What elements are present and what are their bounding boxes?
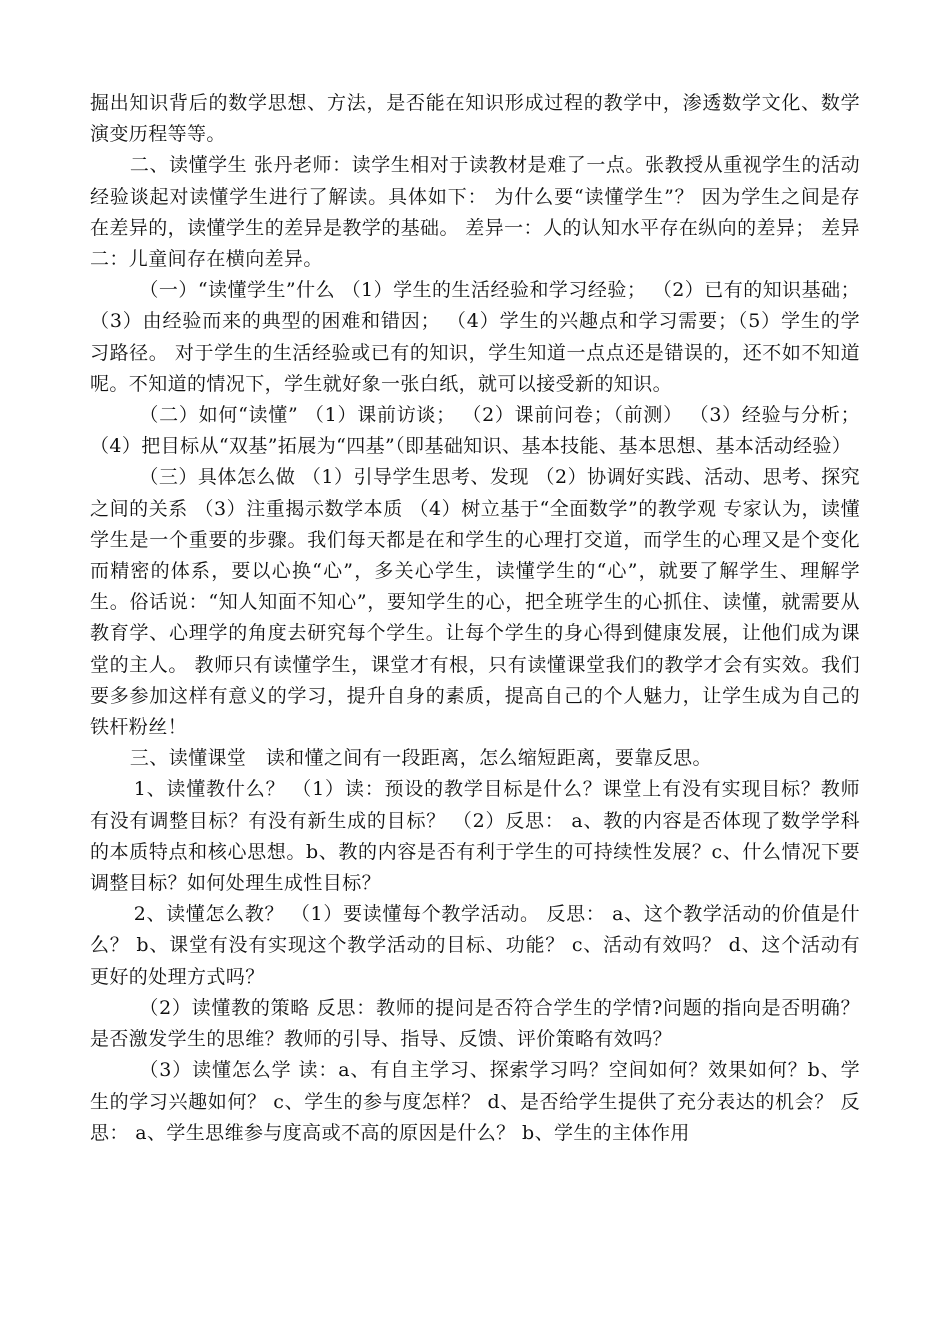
subsection-how-to-read: （二）如何“读懂” （1）课前访谈； （2）课前问卷；（前测） （3）经验与分析； （4）把目标从“双基”拓展为“四基”（即基础知识、基本技能、基本思想、基本活动经验） — [90, 404, 860, 458]
section-two-read-students: 二、读懂学生 张丹老师：读学生相对于读教材是难了一点。张教授从重视学生的活动经验谈起对读懂学生进行了解读。具体如下： 为什么要“读懂学生”？ 因为学生之间是存在差异的，读懂学生的差异是教学的基础。 差异一：人的认知水平存在纵向的差异； 差异二：儿童间存在横向差异。 — [90, 154, 860, 271]
subsection-what-to-read: （一）“读懂学生”什么 （1）学生的生活经验和学习经验； （2）已有的知识基础； （3）由经验而来的典型的困难和错因； （4）学生的兴趣点和学习需要；（5）学生的学习路径。 对于学生的生活经验或已有的知识，学生知道一点点还是错误的，还不如不知道呢。不知道的情况下，学生就好象一张白纸，就可以接受新的知识。 — [90, 279, 860, 395]
item-what-to-teach: 1、读懂教什么？ （1）读：预设的教学目标是什么？课堂上有没有实现目标？教师有没有调整目标？有没有新生成的目标？ （2）反思： a、教的内容是否体现了数学学科的本质特点和核心思想。b、教的内容是否有利于学生的可持续性发展？c、什么情况下要调整目标？如何处理生成性目标？ — [90, 778, 860, 895]
item-how-to-teach: 2、读懂怎么教？ （1）要读懂每个教学活动。 反思： a、这个教学活动的价值是什么？ b、课堂有没有实现这个教学活动的目标、功能？ c、活动有效吗？ d、这个活动有更好的处理方式吗？ — [90, 903, 860, 988]
subsection-how-to-do: （三）具体怎么做 （1）引导学生思考、发现 （2）协调好实践、活动、思考、探究之间的关系 （3）注重揭示数学本质 （4）树立基于“全面数学”的教学观 专家认为，读懂学生是一个重要的步骤。我们每天都是在和学生的心理打交道，而学生的心理又是个变化而精密的体系，要以心换“心”，多关心学生，读懂学生的“心”，就要了解学生、理解学生。俗话说：“知人知面不知心”，要知学生的心，把全班学生的心抓住、读懂，就需要从教育学、心理学的角度去研究每个学生。让每个学生的身心得到健康发展，让他们成为课堂的主人。 教师只有读懂学生，课堂才有根，只有读懂课堂我们的教学才会有实效。我们要多参加这样有意义的学习，提升自身的素质，提高自己的个人魅力，让学生成为自己的铁杆粉丝！ — [90, 466, 860, 739]
document-body — [90, 88, 860, 1149]
item-how-to-learn: （3）读懂怎么学 读：a、有自主学习、探索学习吗？空间如何？效果如何？b、学生的学习兴趣如何？ c、学生的参与度怎样？ d、是否给学生提供了充分表达的机会？ 反思： a、学生思维参与度高或不高的原因是什么？ b、学生的主体作用 — [90, 1059, 860, 1144]
section-three-read-classroom: 三、读懂课堂 读和懂之间有一段距离，怎么缩短距离，要靠反思。 — [129, 747, 712, 770]
item-teaching-strategy: （2）读懂教的策略 反思：教师的提问是否符合学生的学情?问题的指向是否明确？是否激发学生的思维？教师的引导、指导、反馈、评价策略有效吗？ — [90, 996, 860, 1051]
paragraph-continuation: 掘出知识背后的数学思想、方法，是否能在知识形成过程的教学中，渗透数学文化、数学演变历程等等。 — [90, 92, 860, 146]
